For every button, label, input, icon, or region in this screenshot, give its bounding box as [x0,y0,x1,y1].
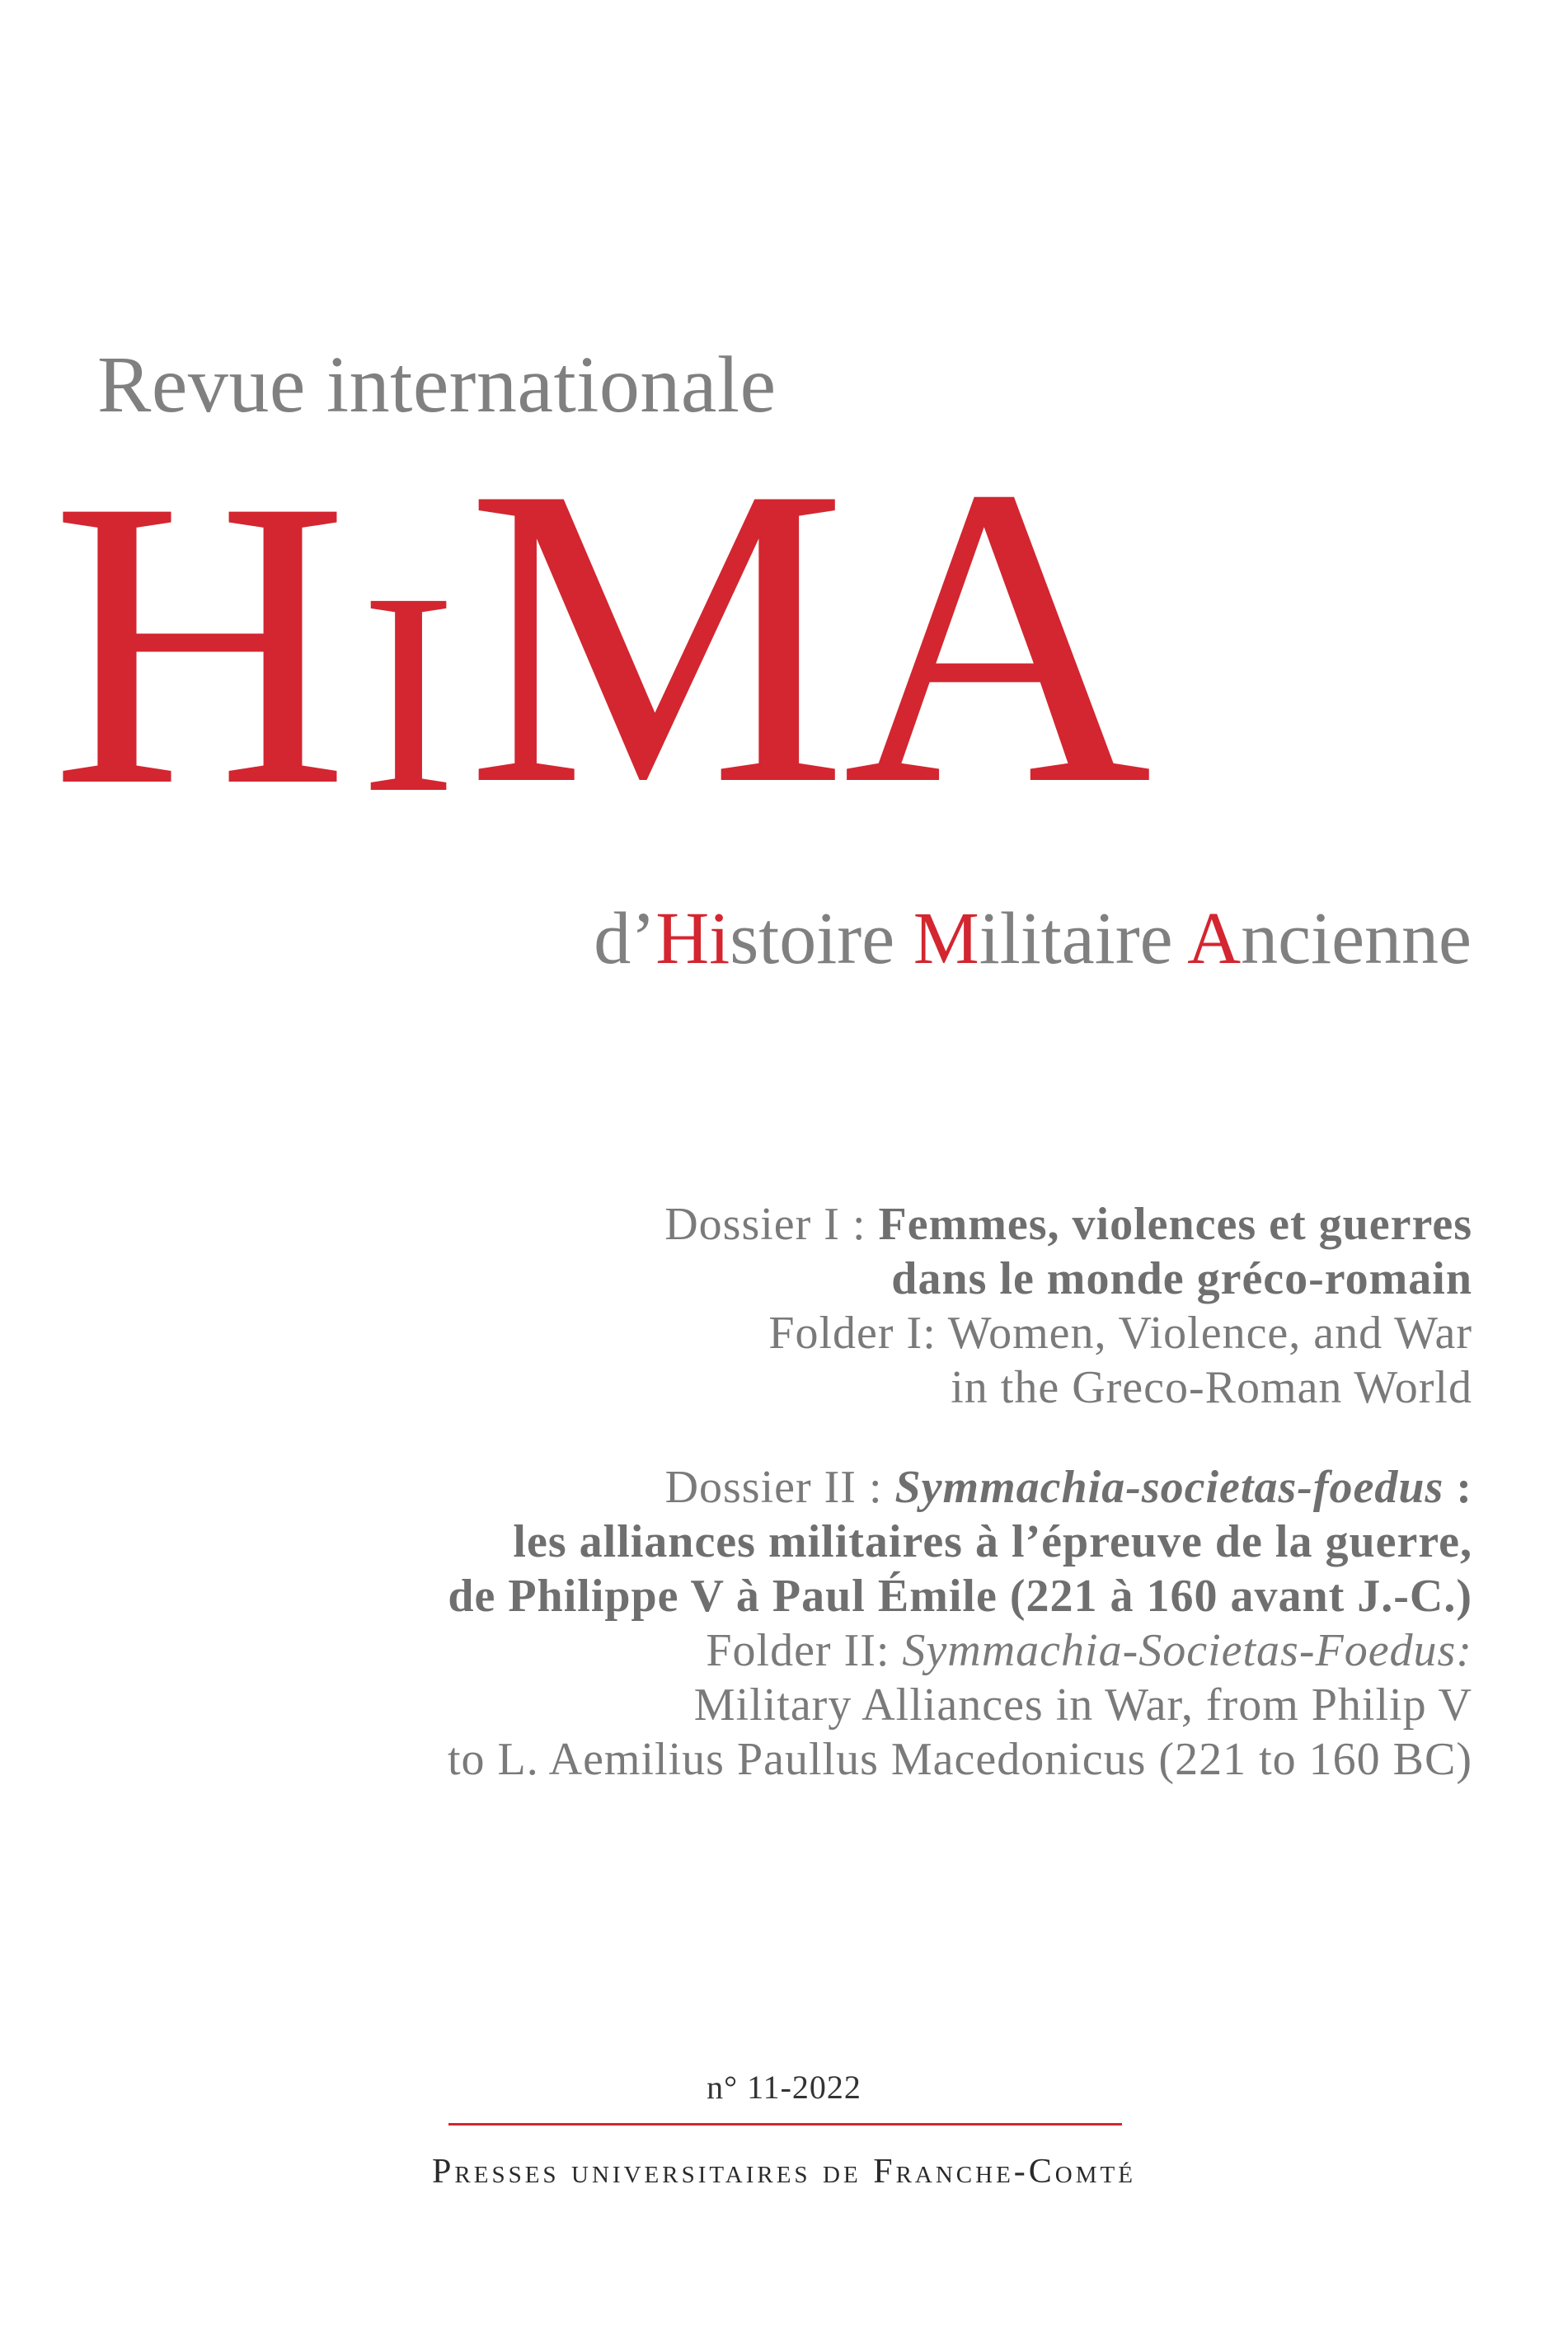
logo-letter-i: I [360,533,457,853]
dossier-2-heading [448,1460,1472,1515]
folder-2-title-line2: Military Alliances in War, from Philip V [693,1679,1472,1731]
issue-number: n° 11-2022 [707,2069,861,2106]
folder-1-title-line2: in the Greco-Roman World [951,1362,1472,1413]
subtitle-part: ilitaire [979,898,1188,979]
journal-logo [51,399,1153,873]
dossier-2-title-line3: de Philippe V à Paul Émile (221 à 160 avant J.-C.) [448,1571,1472,1622]
publisher-name: Presses universitaires de Franche-Comté [432,2153,1136,2191]
dossier-2-label: Dossier II : [664,1462,895,1513]
folder-2-title-italic: Symmachia-Societas-Foedus: [902,1625,1472,1676]
logo-letter-a: A [843,399,1153,873]
journal-top-title: Revue internationale [97,341,777,430]
footer-divider [448,2123,1122,2126]
dossier-1-label: Dossier I : [664,1199,879,1250]
dossier-1-title: Femmes, violences et guerres [878,1199,1472,1250]
subtitle-highlight-hi: Hi [655,898,730,979]
subtitle-part: ncienne [1241,898,1472,979]
subtitle-highlight-m: M [913,898,979,979]
spacer [448,1415,1472,1460]
folder-2-title-line3: to L. Aemilius Paullus Macedonicus (221 to 160 BC) [447,1734,1472,1785]
dossier-2-title-italic: Symmachia-societas-foedus [894,1462,1444,1513]
subtitle-part: d’ [594,898,656,979]
subtitle-highlight-a: A [1187,898,1242,979]
journal-subtitle [594,898,1472,979]
dossier-1-title-line2: dans le monde gréco-romain [891,1253,1472,1304]
dossiers-block [448,1197,1472,1787]
dossier-2-title-line2: les alliances militaires à l’épreuve de la guerre, [513,1516,1472,1567]
logo-letter-m: M [466,399,848,873]
dossier-2-title-colon: : [1444,1462,1472,1513]
subtitle-part: stoire [730,898,913,979]
folder-2-label: Folder II: [706,1625,903,1676]
folder-2-heading [448,1623,1472,1678]
folder-1-title: Folder I: Women, Violence, and War [768,1308,1472,1359]
logo-letter-h: H [51,415,353,871]
dossier-1-heading [448,1197,1472,1252]
